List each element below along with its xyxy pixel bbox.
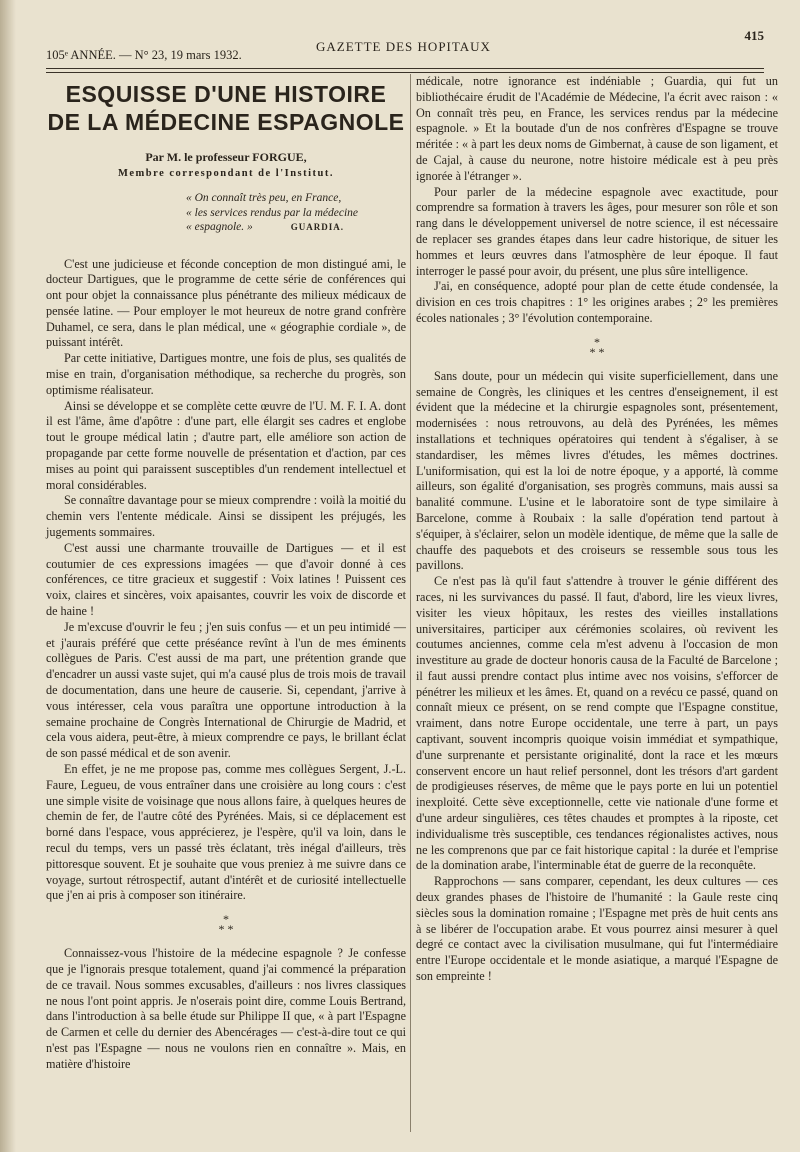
separator-stars: * * [218, 922, 234, 937]
paragraph: C'est une judicieuse et féconde conception de mon distingué ami, le docteur Dartigues, que le programme de cette série de conférences qui ont pour objet la connaissance plus pénétrante des milieux médicaux de pensée latine. — Pour employer le mot heureux de notre grand confrère Duhamel, ce sera, dans le plan médical, une « géographie cordiale », de puissant intérêt. [46, 256, 406, 350]
paragraph: Ainsi se développe et se complète cette œuvre de l'U. M. F. I. A. dont il est l'âme, âme d'apôtre : d'une part, elle élargit ses cadres et englobe tout le groupe médical latin ; d'autre part, elle améliore son action de propagande par cette forme nouvelle de présentation et d'action, par ces mises au point qui paraissent susceptibles d'un rendement intellectuel et moral considérables. [46, 398, 406, 492]
paragraph: En effet, je ne me propose pas, comme mes collègues Sergent, J.-L. Faure, Legueu, de vous entraîner dans une croisière au long cours : c'est une simple visite de voisinage que nous allons faire, à quelques heures de chemin de fer, de l'autre côté des Pyrénées. Mais, si ce déplacement est borné dans l'espace, vous apprécierez, je l'espère, qu'il va loin, dans le recul du temps, vers un passé très éclatant, très inégal d'ailleurs, très pittoresque souvent. Et je souhaite que vous preniez à me suivre dans ce voyage, surtout rétrospectif, autant d'intérêt et de curiosité intellectuelle que j'en ai pris à composer son itinéraire. [46, 762, 406, 903]
paragraph: Rapprochons — sans comparer, cependant, les deux cultures — ces deux grandes phases de l'histoire de l'humanité : la Gaule reste cinq siècles sous la domination romaine ; l'Espagne met près de huit cents ans à se libérer de l'occupation arabe. Et vous pourrez ainsi mesurer à quel degré ce contact avec la civilisation musulmane, qui fut l'intermédiaire entre l'Europe occidentale et le monde asiatique, a marqué l'Espagne de son empreinte ! [416, 874, 778, 984]
header-rule-thin [46, 72, 764, 73]
paragraph: Connaissez-vous l'histoire de la médecine espagnole ? Je confesse que je l'ignorais presque totalement, quand j'ai commencé la préparation de ce travail. Nous sommes excusables, d'ailleurs : nos livres classiques ne nous l'ont point appris. Je n'oserais point dire, comme Louis Bertrand, dans l'introduction à sa belle étude sur Philippe II que, « à part l'Espagne de Carmen et celle du dernier des Abencérages — c'est-à-dire tout ce qui n'est pas l'Espagne — nous ne voulons rien en connaître ». Mais, en matière d'histoire [46, 946, 406, 1071]
page-binding-edge [0, 0, 16, 1152]
epigraph-line [186, 220, 400, 235]
issue-info: 105ᵉ ANNÉE. — N° 23, 19 mars 1932. [46, 48, 242, 62]
paragraph: Se connaître davantage pour se mieux comprendre : voilà la moitié du chemin vers l'entente médicale. Ainsi se dissipent les préjugés, les jugements sommaires. [46, 493, 406, 540]
epigraph-author: GUARDIA. [290, 222, 345, 232]
paragraph: Je m'excuse d'ouvrir le feu ; j'en suis confus — et un peu intimidé — et j'aurais préféré que cette préséance revînt à l'un de mes éminents collègues de Paris. C'est aussi de ma part, une prétention grande que d'encadrer un aussi vaste sujet, qui m'a causé plus de trois mois de travail de documentation, dans une heure de causerie. Si, cependant, j'arrive à vous intéresser, cela vous paraîtra une opportune introduction à la semaine prochaine de Congrès International de Chirurgie de Madrid, et cela vous aidera, peut-être, à mieux comprendre ce pays, le brillant éclat de son passé médical et de son avenir. [46, 619, 406, 761]
author-affiliation: Membre correspondant de l'Institut. [117, 168, 335, 179]
title-line-1: ESQUISSE D'UNE HISTOIRE [65, 81, 387, 107]
epigraph-text: « espagnole. » [186, 221, 253, 233]
paragraph: Ce n'est pas là qu'il faut s'attendre à trouver le génie différent des races, ni les survivances du passé. Il faut, d'abord, lire les vieux livres, visiter les vieux hôpitaux, les restes des vieilles installations universitaires, participer aux cérémonies scolaires, où revivent les coutumes anciennes, comme cela m'est advenu à l'occasion de mon investiture au grade de docteur honoris causa de la Faculté de Barcelone ; il faut aussi prendre contact plus intime avec nos voisins, s'efforcer de pénétrer les milieux et les âmes. Et, quand on a revécu ce passé, quand on connaît mieux ce présent, on se rend compte que l'Espagne constitue, vraiment, dans notre Europe occidentale, une terre à part, un pays captivant, souvent incompris quoique voisin immédiat et sympathique, d'une surprenante et persistante originalité, dont la race et les mœurs conservent encore un haut relief personnel, dont les trésors d'art gardent de prodigieuses réserves, de même que le pays porte en lui un potentiel inexploité. Cette sève exceptionnelle, cette vie nationale d'une forme et d'une ardeur singulières, ces têtes chaudes et promptes à la riposte, cet individualisme très susceptible, ces tendances régionalistes actives, nous ne les comprenons que par ce fait historique capital : la durée et l'emprise de la domination arabe, l'interminable état de guerre de la reconquête. [416, 574, 778, 873]
byline: Par M. le professeur FORGUE, [145, 150, 307, 164]
title-line-2: DE LA MÉDECINE ESPAGNOLE [47, 109, 405, 135]
paragraph: J'ai, en conséquence, adopté pour plan de cette étude condensée, la division en ces trois chapitres : 1° les origines arabes ; 2° les premières écoles nationales ; 3° l'évolution contemporaine. [416, 279, 778, 325]
running-header [46, 28, 764, 66]
left-column [46, 74, 406, 1073]
article-title [46, 80, 406, 136]
separator-star: * [594, 334, 600, 349]
epigraph-line: « les services rendus par la médecine [186, 206, 359, 219]
epigraph-line: « On connaît très peu, en France, [186, 192, 342, 204]
paragraph: Par cette initiative, Dartigues montre, une fois de plus, ses qualités de mise en train, d'organisation méthodique, sa recherche du progrès, son optimisme réalisateur. [46, 351, 406, 397]
journal-name: GAZETTE DES HOPITAUX [316, 39, 491, 54]
column-separator [410, 74, 411, 1132]
page-number: 415 [744, 28, 764, 43]
epigraph [186, 191, 400, 235]
left-body [46, 257, 406, 1073]
paragraph: Pour parler de la médecine espagnole avec exactitude, pour comprendre sa formation à travers les âges, pour mesurer son rôle et son rang dans le développement universel de notre science, il est nécessaire de replacer ses grandes étapes dans leur cadre historique, de situer les hommes et leurs œuvres dans l'atmosphère de leur époque. Il faut interroger le passé pour avoir, du présent, une plus sûre intelligence. [416, 184, 778, 278]
section-separator [416, 334, 778, 359]
header-rule [46, 68, 764, 69]
right-column [416, 74, 778, 985]
separator-star: * [223, 912, 229, 927]
paragraph: Sans doute, pour un médecin qui visite superficiellement, dans une semaine de Congrès, les cliniques et les centres d'enseignement, il est évident que la médecine et la chirurgie espagnoles sont, présentement, modernisées : nous retrouvons, au delà des Pyrénées, les mêmes installations et techniques opératoires qui tendent à s'égaliser, à se standardiser, les mêmes livres d'études, les mêmes doctrines. L'uniformisation, qui est la loi de notre époque, y a apporté, là comme ailleurs, son égalité d'organisation, ses progrès communs, mais aussi sa banalité commune. L'usine et le laboratoire sont de type similaire à Barcelone, comme à Roubaix : la salle d'opération tend partout à s'équiper, à s'éclairer, selon un modèle identique, de même que la salle de chauffe des paquebots et des croiseurs se ressemble sous tous les pavillons. [416, 368, 778, 573]
paragraph: C'est aussi une charmante trouvaille de Dartigues — et il est coutumier de ces expressions imagées — que d'avoir donné à ces conférences, ce titre gracieux et suggestif : Voix latines ! Puissent ces voix, claires et sincères, voix apaisantes, couvrir les voix de discorde et de haine ! [46, 540, 406, 619]
section-separator [46, 912, 406, 937]
separator-stars: * * [589, 344, 605, 359]
paragraph: médicale, notre ignorance est indéniable ; Guardia, qui fut un bibliothécaire érudit de l'Académie de Médecine, l'a écrit avec raison : « On connaît très peu, en France, les services rendus par la médecine espagnole. » Et la boutade d'un de nos confrères d'Espagne se trouve méritée : « à part les deux noms de Gimbernat, à cause de son ligament, et de Cajal, à cause du neurone, notre histoire médicale est à peu près ignorée à l'étranger ». [416, 74, 778, 183]
